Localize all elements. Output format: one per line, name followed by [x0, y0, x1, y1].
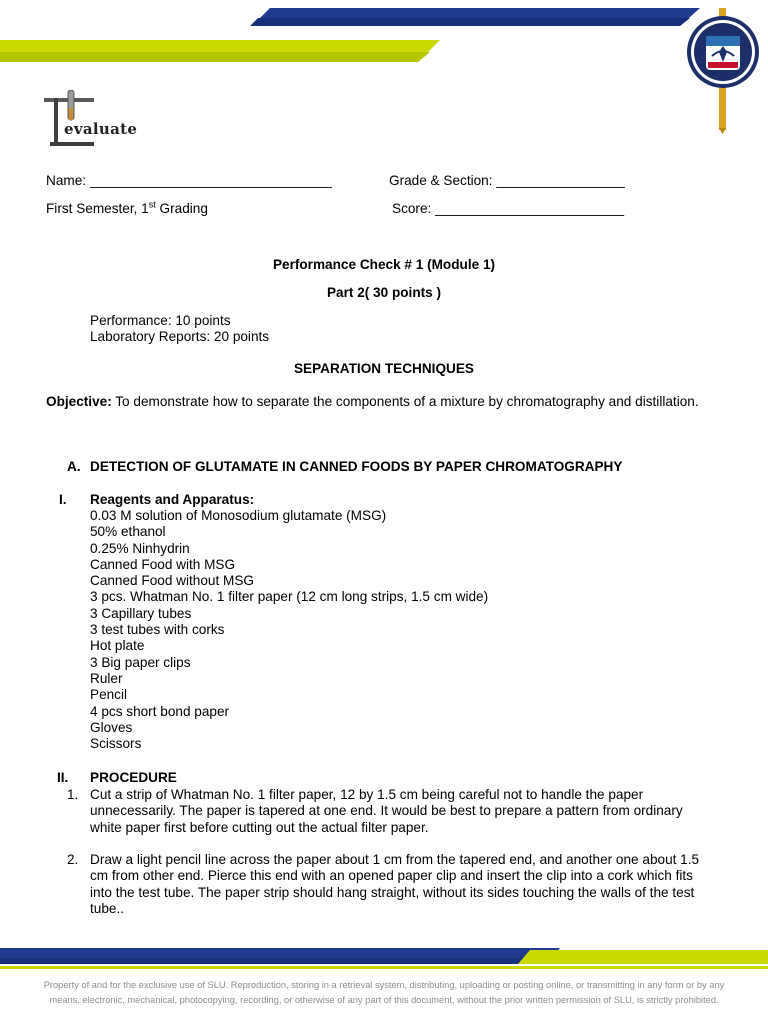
- score-label: Score:: [392, 201, 432, 216]
- list-item: 3 test tubes with corks: [90, 622, 225, 638]
- part-title: Part 2( 30 points ): [326, 285, 442, 300]
- copyright-notice: [0, 978, 768, 1008]
- section-ii-title: PROCEDURE: [90, 770, 177, 785]
- objective: [46, 394, 699, 410]
- list-item: Canned Food with MSG: [90, 556, 236, 572]
- list-item: 50% ethanol: [90, 524, 166, 540]
- list-item: Pencil: [90, 687, 128, 703]
- section-i-numeral: I.: [59, 492, 67, 507]
- section-ii-numeral: II.: [57, 770, 69, 785]
- list-item: 3 Big paper clips: [90, 654, 191, 670]
- header-banner: [0, 0, 768, 80]
- section-a-title: DETECTION OF GLUTAMATE IN CANNED FOODS BY PAPER CHROMATOGRAPHY: [90, 459, 623, 474]
- procedure-step-2: Draw a light pencil line across the paper about 1 cm from the tapered end, and another one about 1.5 cm from other end. Pierce this end with an opened paper clip and insert the clip into a cork which fits into the test tube. The paper strip should hang straight, without its sides touching the walls of the test tube..: [90, 852, 700, 916]
- list-item: Hot plate: [90, 638, 145, 654]
- section-a-letter: A.: [67, 459, 81, 474]
- grade-section-field[interactable]: [389, 173, 625, 189]
- copyright-line-2: means, electronic, mechanical, photocopying, recording, or otherwise of any part of this document, without the prior written permission of SLU, is strictly prohibited.: [49, 995, 719, 1005]
- topic-heading: SEPARATION TECHNIQUES: [293, 361, 474, 376]
- score-field[interactable]: [392, 201, 624, 217]
- document-title: Performance Check # 1 (Module 1): [272, 257, 496, 272]
- list-item: 3 pcs. Whatman No. 1 filter paper (12 cm long strips, 1.5 cm wide): [90, 589, 489, 605]
- list-item: Gloves: [90, 719, 133, 735]
- procedure-step-1: Cut a strip of Whatman No. 1 filter paper, 12 by 1.5 cm being careful not to handle the paper unnecessarily. The paper is tapered at one end. It would be best to prepare a pattern from ordinary white paper first before cutting out the actual filter paper.: [90, 787, 683, 835]
- list-item: Scissors: [90, 736, 142, 752]
- reagents-list: [90, 508, 488, 752]
- points-performance: Performance: 10 points: [90, 313, 231, 328]
- semester-grading: First Semester, 1st Grading: [46, 199, 208, 216]
- footer-banner: [0, 940, 768, 972]
- name-label: Name:: [46, 173, 87, 188]
- section-i-title: Reagents and Apparatus:: [90, 492, 255, 507]
- grade-section-label: Grade & Section:: [389, 173, 493, 188]
- score-blank: _________________________: [435, 201, 625, 216]
- list-item: Ruler: [90, 670, 123, 686]
- list-item: Canned Food without MSG: [90, 573, 254, 589]
- objective-label: Objective:: [46, 394, 112, 409]
- ordinal-superscript: st: [148, 199, 156, 210]
- name-field[interactable]: [46, 173, 332, 189]
- section-a-heading: [67, 459, 623, 475]
- name-blank: ________________________________: [89, 173, 332, 188]
- procedure-step-number: 1.: [67, 787, 79, 802]
- list-item: 3 Capillary tubes: [90, 605, 192, 621]
- grade-section-blank: _________________: [496, 173, 625, 188]
- list-item: 0.25% Ninhydrin: [90, 540, 190, 556]
- objective-text: To demonstrate how to separate the components of a mixture by chromatography and distillation.: [111, 394, 699, 409]
- list-item: 0.03 M solution of Monosodium glutamate (MSG): [90, 508, 387, 523]
- points-breakdown: [90, 313, 269, 346]
- procedure-step-number: 2.: [67, 852, 79, 867]
- list-item: 4 pcs short bond paper: [90, 703, 230, 719]
- evaluate-logo-icon: [44, 90, 96, 148]
- evaluate-logo-text: evaluate: [64, 120, 138, 138]
- copyright-line-1: Property of and for the exclusive use of SLU. Reproduction, storing in a retrieval system, distributing, uploading or posting online, or transmitting in any form or by any: [43, 980, 725, 990]
- points-lab-reports: Laboratory Reports: 20 points: [90, 329, 270, 345]
- university-seal-icon: [684, 6, 762, 134]
